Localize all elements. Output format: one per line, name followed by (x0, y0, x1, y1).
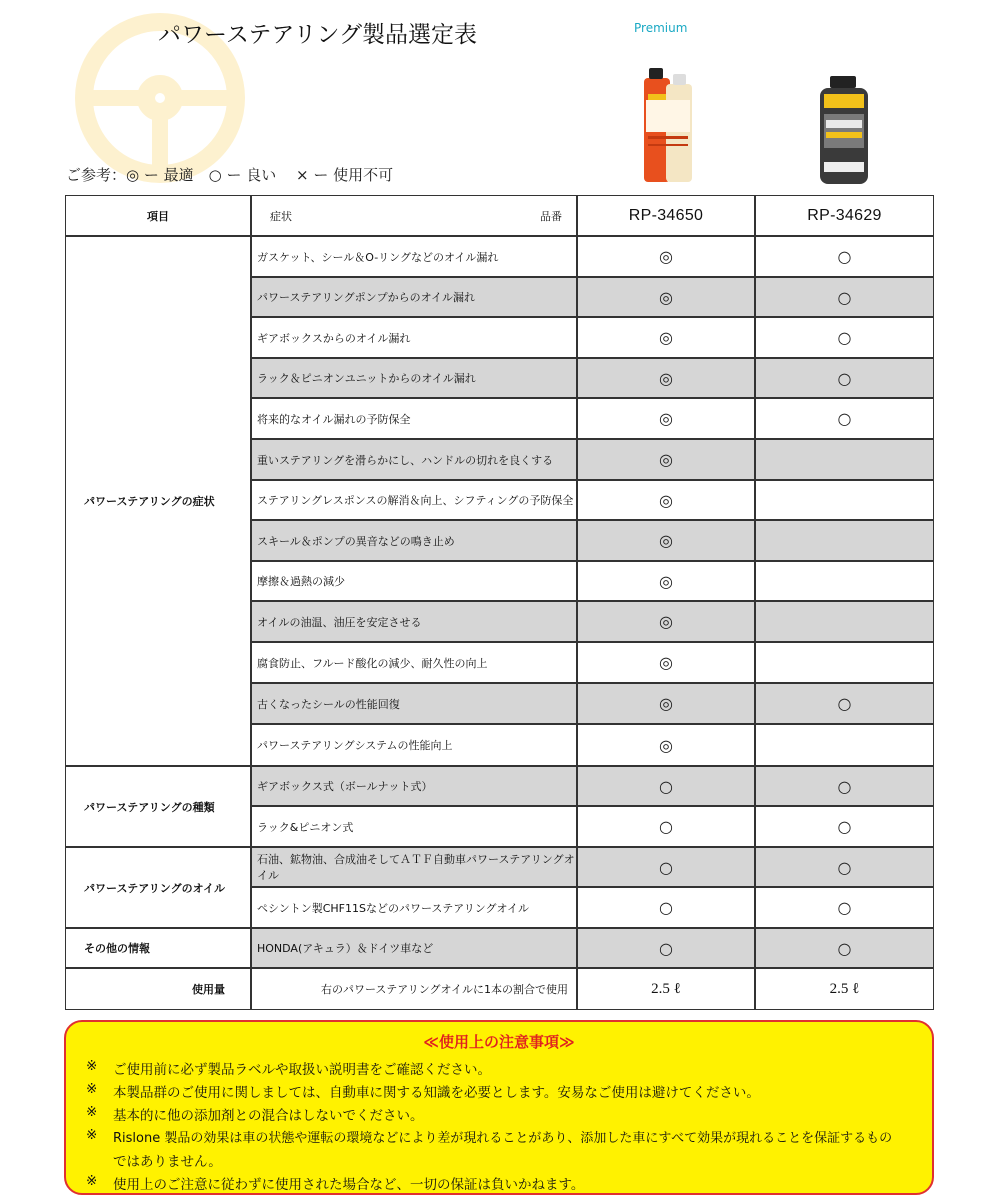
note-text: 基本的に他の添加剤との混合はしないでください。 (113, 1108, 424, 1124)
rating-b (755, 642, 934, 683)
page-title: パワーステアリング製品選定表 (158, 22, 478, 48)
rating-a: ◎ (577, 236, 755, 277)
product-selection-table (65, 195, 934, 1010)
group-label-other: その他の情報 (65, 928, 251, 968)
rating-b: ○ (755, 317, 934, 358)
row-label: ペシントン製CHF11Sなどのパワーステアリングオイル (251, 887, 577, 928)
product-code-b: RP-34629 (755, 195, 934, 236)
header-item: 項目 (65, 195, 251, 236)
row-label: ガスケット、シール＆O-リングなどのオイル漏れ (251, 236, 577, 277)
rating-a: ○ (577, 847, 755, 887)
row-label: パワーステアリングポンプからのオイル漏れ (251, 277, 577, 317)
legend: ご参考：◎ ー 最適 ○ ー 良い × ー 使用不可 (66, 166, 394, 184)
note-mark: ※ (86, 1081, 98, 1097)
header-symptom: 症状 (270, 209, 292, 223)
row-label: ラック&ピニオン式 (251, 806, 577, 847)
rating-b: ○ (755, 766, 934, 806)
group-label-types: パワーステアリングの種類 (65, 766, 251, 847)
rating-a: ◎ (577, 601, 755, 642)
row-label: オイルの油温、油圧を安定させる (251, 601, 577, 642)
usage-description: 右のパワーステアリングオイルに1本の割合で使用 (251, 968, 577, 1010)
usage-amount-b: 2.5 ℓ (755, 968, 934, 1010)
rating-a: ○ (577, 806, 755, 847)
note-text: Rislone 製品の効果は車の状態や運転の環境などにより差が現れることがあり、添加した車にすべて効果が現れることを保証するもの (113, 1131, 893, 1146)
row-label: 重いステアリングを滑らかにし、ハンドルの切れを良くする (251, 439, 577, 480)
note-text: ご使用前に必ず製品ラベルや取扱い説明書をご確認ください。 (113, 1062, 491, 1078)
rating-a: ○ (577, 887, 755, 928)
row-label: ステアリングレスポンスの解消＆向上、シフティングの予防保全 (251, 480, 577, 520)
rating-b: ○ (755, 683, 934, 724)
rating-b: ○ (755, 887, 934, 928)
note-mark: ※ (86, 1104, 98, 1120)
row-label: スキール＆ポンプの異音などの鳴き止め (251, 520, 577, 561)
rating-a: ◎ (577, 480, 755, 520)
rating-a: ○ (577, 766, 755, 806)
group-label-symptoms: パワーステアリングの症状 (65, 236, 251, 766)
rating-b (755, 520, 934, 561)
notice-title: ≪使用上の注意事項≫ (423, 1033, 575, 1051)
rating-a: ○ (577, 928, 755, 968)
notice-box (64, 1020, 934, 1195)
rating-b: ○ (755, 277, 934, 317)
row-label: ギアボックスからのオイル漏れ (251, 317, 577, 358)
usage-amount-a: 2.5 ℓ (577, 968, 755, 1010)
row-label: HONDA(アキュラ）＆ドイツ車など (251, 928, 577, 968)
rating-b (755, 561, 934, 601)
rating-b (755, 480, 934, 520)
note-mark: ※ (86, 1127, 98, 1143)
rating-b: ○ (755, 806, 934, 847)
rating-a: ◎ (577, 277, 755, 317)
note-text: 使用上のご注意に従わずに使用された場合など、一切の保証は負いかねます。 (113, 1177, 585, 1193)
rating-a: ◎ (577, 358, 755, 398)
product-bottle-rp34650 (636, 66, 696, 184)
row-label: パワーステアリングシステムの性能向上 (251, 724, 577, 766)
row-label: 腐食防止、フルード酸化の減少、耐久性の向上 (251, 642, 577, 683)
rating-a: ◎ (577, 439, 755, 480)
usage-label: 使用量 (65, 968, 251, 1010)
row-label: 古くなったシールの性能回復 (251, 683, 577, 724)
note-mark: ※ (86, 1173, 98, 1189)
header-symptom-code (251, 195, 577, 236)
row-label: 摩擦＆過熱の減少 (251, 561, 577, 601)
rating-b: ○ (755, 928, 934, 968)
rating-b: ○ (755, 358, 934, 398)
note-mark: ※ (86, 1058, 98, 1074)
product-code-a: RP-34650 (577, 195, 755, 236)
rating-b: ○ (755, 398, 934, 439)
rating-a: ◎ (577, 398, 755, 439)
row-label: ギアボックス式（ボールナット式） (251, 766, 577, 806)
row-label: ラック＆ピニオンユニットからのオイル漏れ (251, 358, 577, 398)
rating-b (755, 601, 934, 642)
group-label-oils: パワーステアリングのオイル (65, 847, 251, 928)
rating-b (755, 439, 934, 480)
rating-a: ◎ (577, 724, 755, 766)
row-label: 将来的なオイル漏れの予防保全 (251, 398, 577, 439)
premium-label: Premium (634, 21, 688, 35)
rating-a: ◎ (577, 683, 755, 724)
row-label: 石油、鉱物油、合成油そしてＡＴＦ自動車パワーステアリングオイル (251, 847, 577, 887)
rating-a: ◎ (577, 642, 755, 683)
product-bottle-rp34629 (814, 74, 874, 186)
rating-a: ◎ (577, 561, 755, 601)
note-text: 本製品群のご使用に関しましては、自動車に関する知識を必要とします。安易なご使用は避けてください。 (113, 1085, 760, 1101)
rating-b: ○ (755, 847, 934, 887)
rating-a: ◎ (577, 317, 755, 358)
rating-a: ◎ (577, 520, 755, 561)
note-text: ではありません。 (113, 1154, 222, 1170)
header-code: 品番 (540, 209, 562, 223)
rating-b: ○ (755, 236, 934, 277)
rating-b (755, 724, 934, 766)
